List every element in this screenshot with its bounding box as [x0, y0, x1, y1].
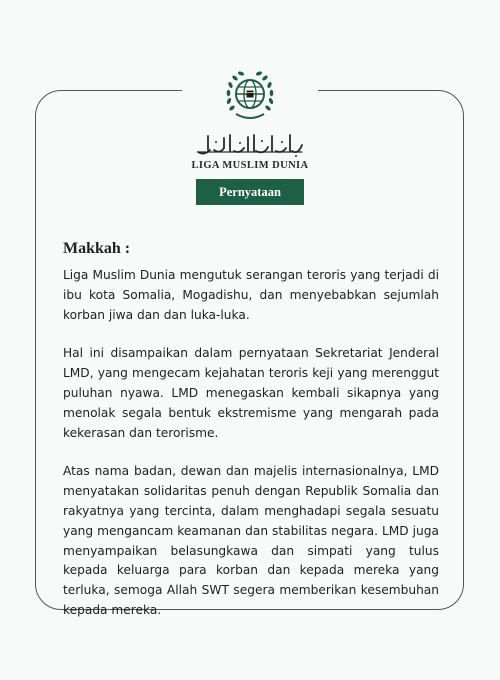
- paragraph-1: Liga Muslim Dunia mengutuk serangan teroris yang terjadi di ibu kota Somalia, Mogadishu, dan menyebabkan sejumlah korban jiwa dan dan luka-luka.: [63, 268, 439, 322]
- paragraph-2: Hal ini disampaikan dalam pernyataan Sekretariat Jenderal LMD, yang mengecam kejahatan teroris keji yang merenggut puluhan nyawa. LMD menegaskan kembali sikapnya yang menolak segala bentuk ekstremisme yang mengarah pada kekerasan dan terorisme.: [63, 346, 439, 440]
- document-type-badge: Pernyataan: [196, 179, 304, 205]
- globe-laurel-emblem-icon: [222, 68, 278, 124]
- organization-name: LIGA MUSLIM DUNIA: [191, 160, 309, 171]
- organization-header: [182, 62, 318, 212]
- paragraph-3: Atas nama badan, dewan dan majelis internasionalnya, LMD menyatakan solidaritas penuh dengan Republik Somalia dan rakyatnya yang tercinta, dalam menghadapi segala sesuatu yang mengancam keamanan dan stabilitas negara. LMD juga menyampaikan belasungkawa dan simpati yang tulus kepada keluarga para korban dan kepada mereka yang terluka, semoga Allah SWT segera memberikan kesembuhan kepada mereka.: [63, 464, 439, 617]
- dateline: Makkah :: [63, 240, 131, 257]
- arabic-calligraphy-logo: [194, 130, 306, 158]
- statement-body: [63, 240, 439, 640]
